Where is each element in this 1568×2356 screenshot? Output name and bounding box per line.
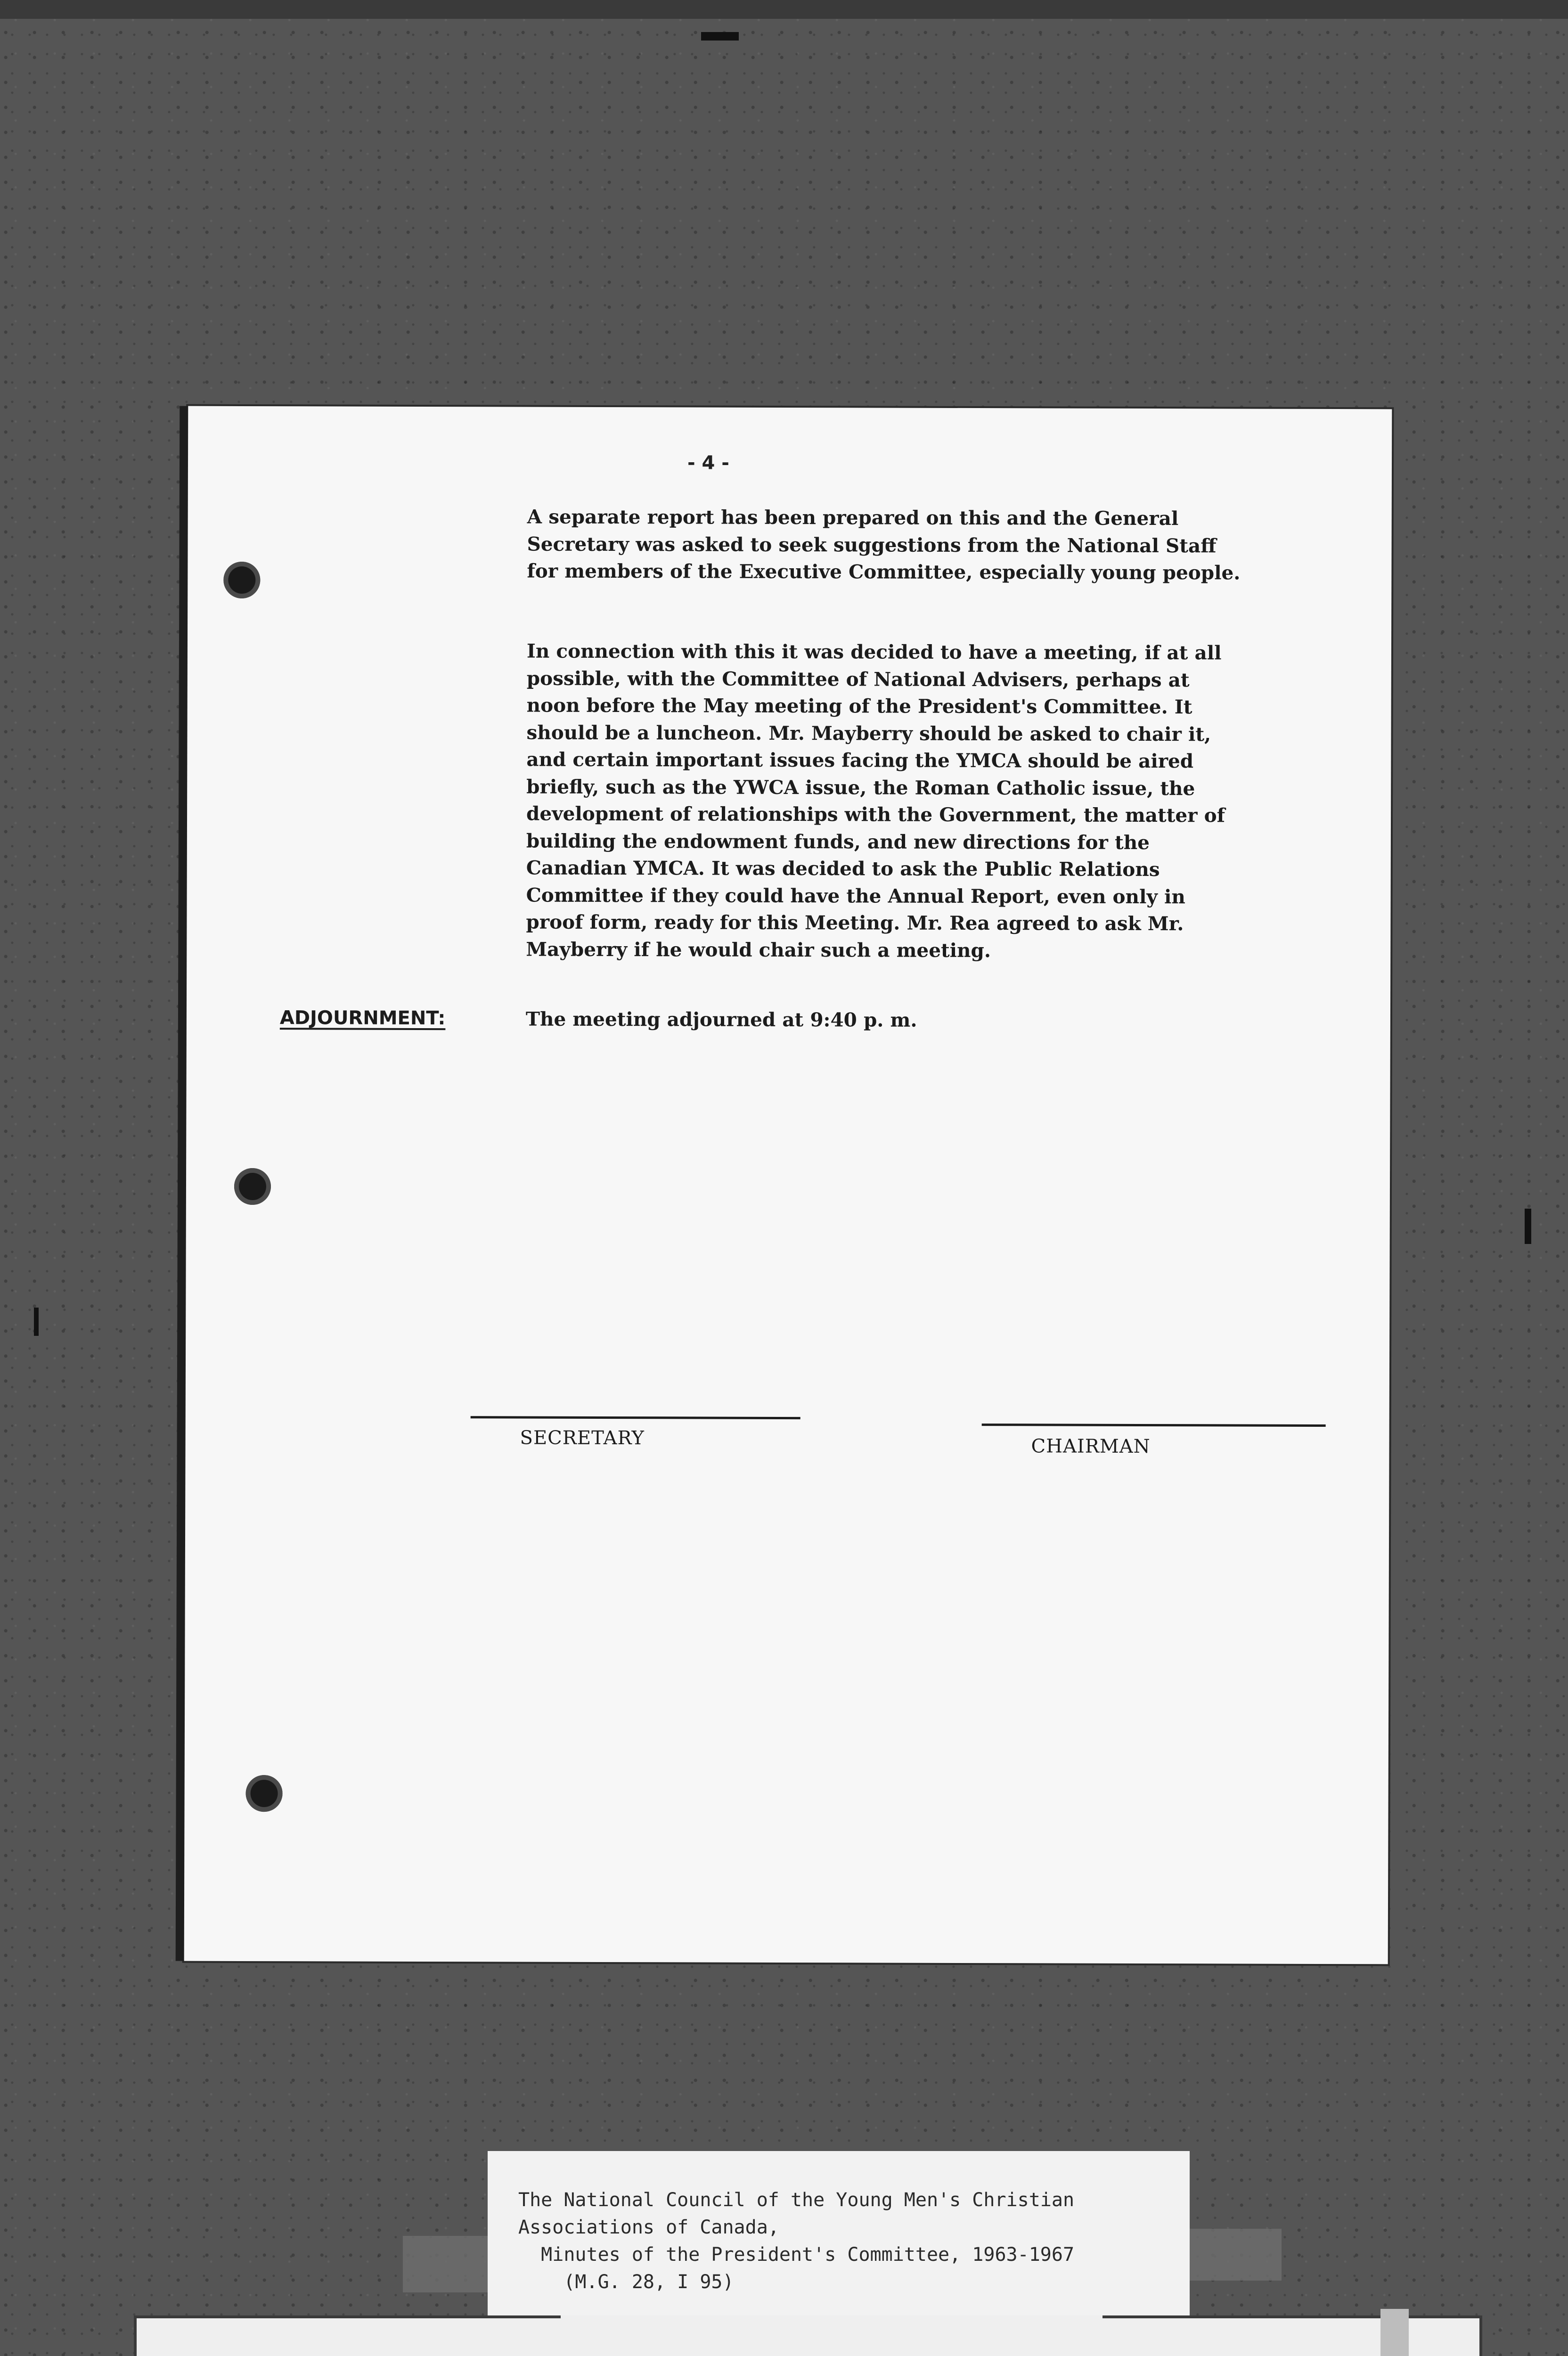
punch-hole-top bbox=[223, 562, 260, 598]
paragraph-report: A separate report has been prepared on this and the General Secretary was asked to seek suggestions from the National Staff for members of the Executive Committee, especially young people. bbox=[527, 505, 1241, 584]
tape-left bbox=[403, 2236, 492, 2292]
chairman-signature-line bbox=[982, 1423, 1326, 1427]
card-line-2: Associations of Canada, bbox=[518, 2217, 779, 2238]
adjournment-text: The meeting adjourned at 9:40 p. m. bbox=[525, 1007, 917, 1031]
card-line-4: (M.G. 28, I 95) bbox=[518, 2271, 734, 2293]
secretary-label: SECRETARY bbox=[520, 1427, 645, 1449]
paragraph-meeting: In connection with this it was decided to have a meeting, if at all possible, with the Committee of National Advisers, perhaps at noon before the May meeting of the President's Committee. It should be a luncheon. Mr. Mayberry should be asked to chair it, and certain important issues facing the YMCA should be aired briefly, such as the YWCA issue, the Roman Catholic issue, the development of relationships with the Government, the matter of building the endowment funds, and new directions for the Canadian YMCA. It was decided to ask the Public Relations Committee if they could have the Annual Report, even only in proof form, ready for this Meeting. Mr. Rea agreed to ask Mr. Mayberry if he would chair such a meeting. bbox=[526, 639, 1225, 962]
punch-hole-bottom bbox=[246, 1775, 283, 1812]
card-line-1: The National Council of the Young Men's Christian bbox=[518, 2189, 1075, 2211]
film-edge-top bbox=[0, 0, 1568, 19]
secretary-signature-line bbox=[471, 1416, 800, 1419]
board-edge-right bbox=[1380, 2309, 1409, 2356]
stamp-board-tab bbox=[561, 2315, 1102, 2356]
document-page bbox=[184, 406, 1392, 1964]
punch-hole-middle bbox=[234, 1168, 271, 1205]
page-number: - 4 - bbox=[687, 452, 729, 474]
film-mark-top bbox=[701, 32, 739, 41]
card-line-3: Minutes of the President's Committee, 1963-1967 bbox=[518, 2244, 1075, 2266]
chairman-label: CHAIRMAN bbox=[1031, 1435, 1151, 1458]
catalogue-card-text bbox=[518, 2186, 1074, 2296]
archives-stamp-board bbox=[137, 2318, 1479, 2356]
adjournment-label: ADJOURNMENT: bbox=[279, 1007, 446, 1030]
tape-right bbox=[1187, 2229, 1282, 2281]
film-mark-right bbox=[1525, 1209, 1531, 1244]
film-mark-left bbox=[34, 1308, 39, 1336]
